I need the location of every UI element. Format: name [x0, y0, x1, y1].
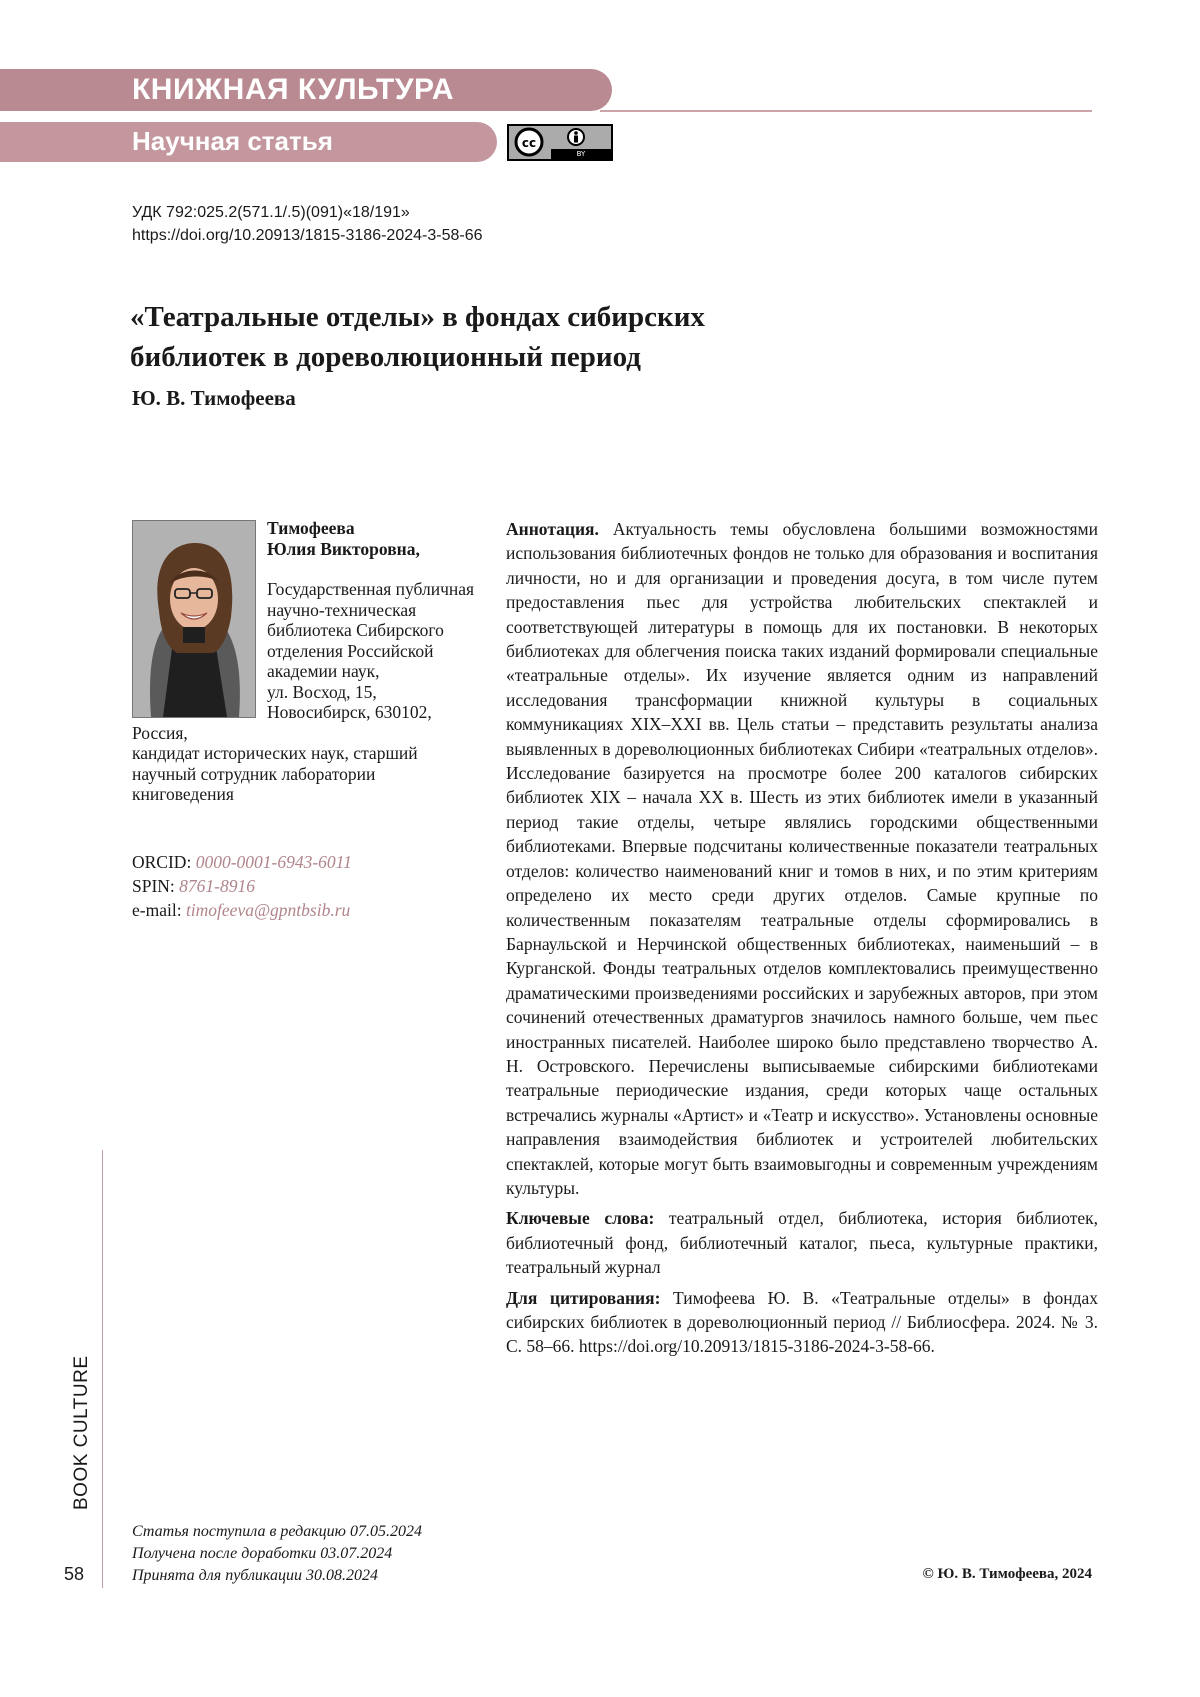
author-position: кандидат исторических наук, старший научный сотрудник лаборатории книговедения — [132, 743, 480, 805]
author-identifiers — [132, 850, 352, 922]
section-band-rule — [600, 110, 1092, 112]
publication-dates — [132, 1521, 422, 1587]
page-number: 58 — [64, 1564, 84, 1585]
spin-link[interactable]: 8761-8916 — [179, 876, 255, 896]
section-title: КНИЖНАЯ КУЛЬТУРА — [132, 73, 454, 107]
by-label: BY — [551, 149, 611, 159]
abstract-text: Актуальность темы обусловлена большими возможностями использования библиотечных фондов не только для образования и воспитания личности, но и для организации и проведения досуга, в том числе путем предоставления пьес для устройства любительских спектаклей и соответствующей литературы в помощь для их постановки. В некоторых библиотеках для облегчения поиска таких изданий формировали специальные «театральные отделы». Их изучение является одним из направлений исследования трансформации книжной культуры в социальных коммуникациях XIX–XXI вв. Цель статьи – представить результаты анализа выявленных в дореволюционных библиотеках Сибири «театральных отделов». Исследование базируется на просмотре более 200 каталогов сибирских библиотек XIX – начала XX в. Шесть из этих библиотек имели в указанный период такие отделы, четыре являлись городскими общественными библиотеками. Впервые подсчитаны количественные показатели театральных отделов: количество наименований книг и томов в них, и по этим критериям определено их место среди других отделов. Самые крупные по количественным показателям театральные отделы сформировались в Барнаульской и Нерчинской общественных библиотеках, наименьший – в Курганской. Фонды театральных отделов комплектовались преимущественно драматическими произведениями российских и зарубежных авторов, при этом сочинений отечественных драматургов значилось намного больше, чем пьес иностранных писателей. Наиболее широко было представлено творчество А. Н. Островского. Перечислены выписываемые сибирскими библиотеками театральные периодические издания, среди которых чаще остальных встречались журналы «Артист» и «Театр и искусство». Установлены основные направления взаимодействия библиотек и устроителей любительских спектаклей, которые могут быть взаимовыгодны и современным учреждениям культуры. — [506, 519, 1098, 1198]
keywords-text: театральный отдел, библиотека, история библиотек, библиотечный фонд, библиотечный каталог, пьеса, культурные практики, театральный журнал — [506, 1208, 1098, 1277]
citation — [506, 1286, 1098, 1359]
author-affiliation: Государственная публичная научно-техническая библиотека Сибирского отделения Российской академии наук, — [132, 579, 480, 682]
citation-text: Тимофеева Ю. В. «Театральные отделы» в фондах сибирских библиотек в дореволюционный период // Библиосфера. 2024. № 3. С. 58–66. https://doi.org/10.20913/1815-3186-2024-3-58-66. — [506, 1288, 1098, 1357]
accepted-date: Принята для публикации 30.08.2024 — [132, 1565, 422, 1587]
keywords-label: Ключевые слова: — [506, 1208, 654, 1228]
author-surname: Тимофеева — [132, 518, 480, 539]
abstract-column — [506, 517, 1098, 1365]
side-rule — [102, 1150, 103, 1588]
abstract — [506, 517, 1098, 1200]
copyright: © Ю. В. Тимофеева, 2024 — [810, 1566, 1092, 1583]
journal-side-label: BOOK CULTURE — [71, 1355, 93, 1510]
author-given-names: Юлия Викторовна, — [132, 539, 480, 560]
citation-label: Для цитирования: — [506, 1288, 660, 1308]
article-author: Ю. В. Тимофеева — [132, 386, 296, 411]
doi-link[interactable]: https://doi.org/10.20913/1815-3186-2024-3-58-66 — [132, 227, 482, 245]
orcid-label: ORCID: — [132, 852, 191, 872]
cc-by-icon — [507, 124, 613, 161]
author-address: ул. Восход, 15, Новосибирск, 630102, Россия, — [132, 682, 480, 744]
cc-label: cc — [522, 136, 536, 150]
orcid-link[interactable]: 0000-0001-6943-6011 — [196, 852, 352, 872]
email-label: e-mail: — [132, 900, 182, 920]
email-link[interactable]: timofeeva@gpntbsib.ru — [186, 900, 350, 920]
revised-date: Получена после доработки 03.07.2024 — [132, 1543, 422, 1565]
author-info — [132, 518, 480, 805]
spin-label: SPIN: — [132, 876, 175, 896]
article-type: Научная статья — [132, 126, 333, 157]
received-date: Статья поступила в редакцию 07.05.2024 — [132, 1521, 422, 1543]
keywords — [506, 1206, 1098, 1279]
udk-code: УДК 792:025.2(571.1/.5)(091)«18/191» — [132, 204, 410, 222]
article-title: «Театральные отделы» в фондах сибирских библиотек в дореволюционный период — [130, 297, 830, 377]
abstract-label: Аннотация. — [506, 519, 599, 539]
